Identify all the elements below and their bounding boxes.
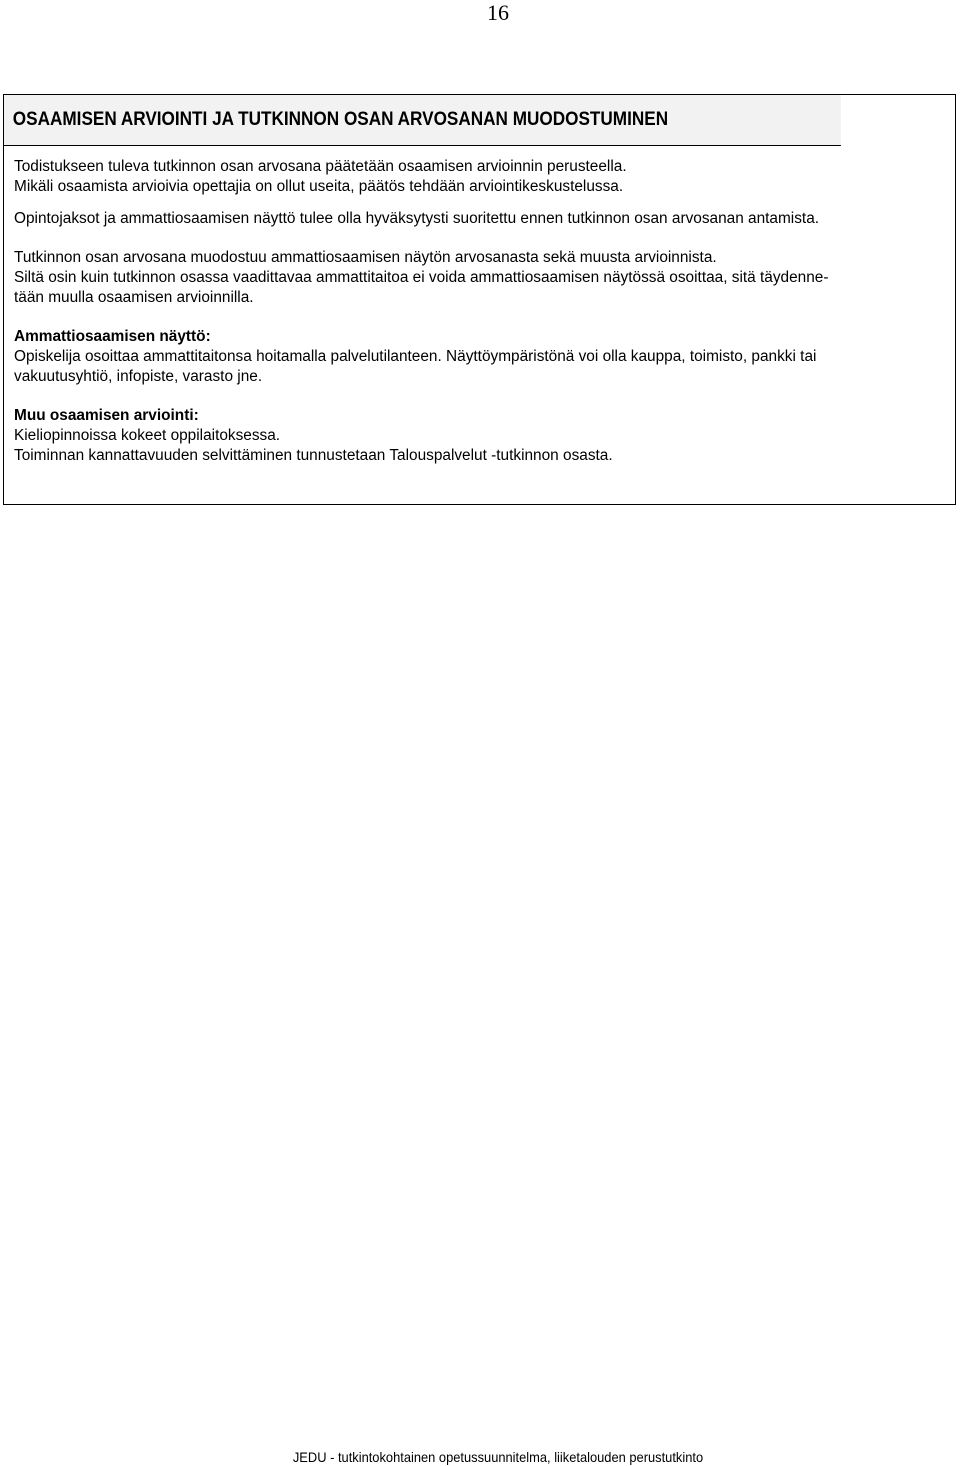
page-number: 16	[487, 0, 509, 25]
text-line: Opintojaksot ja ammattiosaamisen näyttö tulee olla hyväksytysti suoritettu ennen tutkinnon osan arvosanan antamista.	[14, 210, 820, 227]
paragraph-other-assessment	[14, 406, 949, 466]
paragraph-prerequisites	[14, 209, 949, 229]
section-title: OSAAMISEN ARVIOINTI JA TUTKINNON OSAN ARVOSANAN MUODOSTUMINEN	[4, 95, 841, 146]
text-line: Tutkinnon osan arvosana muodostuu ammattiosaamisen näytön arvosanasta sekä muusta arvioinnista.	[14, 249, 717, 266]
text-line: tään muulla osaamisen arvioinnilla.	[14, 289, 254, 306]
assessment-section-box	[3, 94, 956, 505]
paragraph-demonstration	[14, 327, 949, 387]
text-line: vakuutusyhtiö, infopiste, varasto jne.	[14, 368, 263, 385]
text-line: Toiminnan kannattavuuden selvittäminen tunnustetaan Talouspalvelut -tutkinnon osasta.	[14, 447, 613, 464]
text-line: Kieliopinnoissa kokeet oppilaitoksessa.	[14, 427, 281, 444]
text-line: Mikäli osaamista arvioivia opettajia on ollut useita, päätös tehdään arviointikeskustelussa.	[14, 178, 624, 195]
section-body	[4, 146, 955, 466]
paragraph-grade-decision	[14, 157, 949, 197]
page-footer: JEDU - tutkintokohtainen opetussuunnitelma, liiketalouden perustutkinto	[292, 1449, 704, 1465]
text-line: Siltä osin kuin tutkinnon osassa vaadittavaa ammattitaitoa ei voida ammattiosaamisen näytössä osoittaa, sitä täydenne-	[14, 269, 829, 286]
paragraph-grade-formation	[14, 248, 949, 308]
text-line: Opiskelija osoittaa ammattitaitonsa hoitamalla palvelutilanteen. Näyttöympäristönä voi olla kauppa, toimisto, pankki tai	[14, 348, 817, 365]
text-line: Todistukseen tuleva tutkinnon osan arvosana päätetään osaamisen arvioinnin perusteella.	[14, 158, 627, 175]
demonstration-label: Ammattiosaamisen näyttö:	[14, 328, 211, 345]
other-assessment-label: Muu osaamisen arviointi:	[14, 407, 199, 424]
